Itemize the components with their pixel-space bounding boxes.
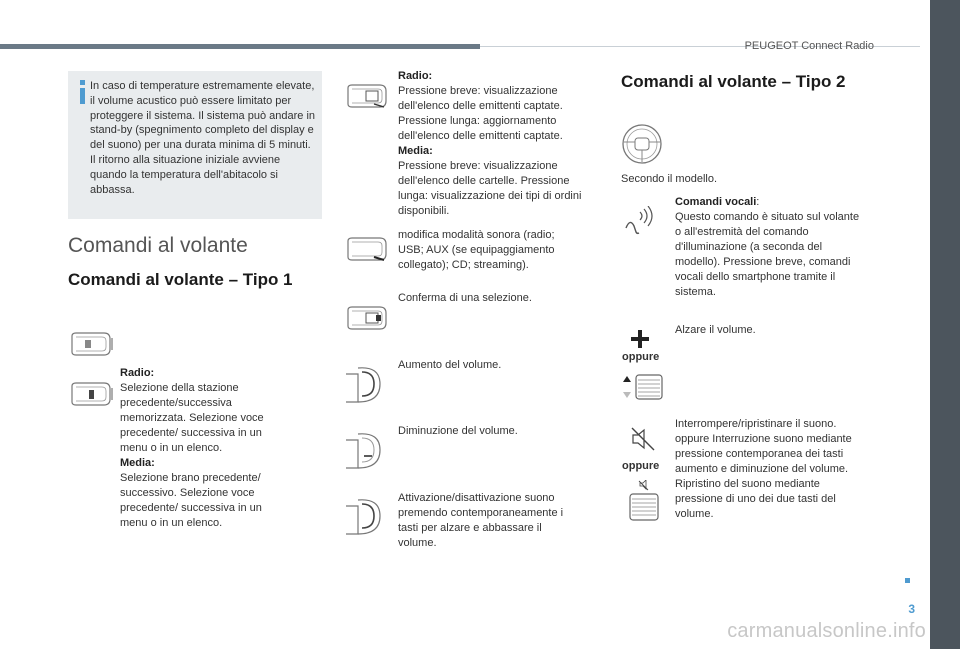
stalk-volume-up-icon — [344, 362, 384, 406]
mode-text: modifica modalità sonora (radio; USB; AUX (se equipaggiamento collegato); CD; streaming). — [398, 229, 555, 271]
volume-up-text-2: Alzare il volume. — [675, 324, 756, 336]
header-title: PEUGEOT Connect Radio — [744, 40, 874, 52]
volume-up-text: Aumento del volume. — [398, 359, 502, 371]
tipo2-title: Comandi al volante – Tipo 2 — [621, 72, 846, 91]
page-number: 3 — [908, 602, 915, 616]
volume-wheel-up-icon — [620, 374, 664, 400]
info-icon — [80, 80, 85, 104]
voice-command-icon — [622, 206, 656, 236]
media-text: Selezione brano precedente/ successivo. Selezione voce precedente/ successiva in un menu o in un elenco. — [120, 472, 262, 529]
confirm-text: Conferma di una selezione. — [398, 292, 532, 304]
page-edge-sidebar — [930, 0, 960, 649]
volume-down-text: Diminuzione del volume. — [398, 425, 518, 437]
stalk-mute-icon — [344, 494, 384, 538]
col2-radio-label: Radio: — [398, 70, 433, 82]
info-text: In caso di temperature estremamente elevate, il volume acustico può essere limitato per proteggere il sistema. Il sistema può andare in stand-by (spegnimento completo del display e del suono) per una durata minima di 5 minuti. Il ritorno alla situazione iniziale avviene quando la temperatura dell'abitacolo si abbassa. — [90, 80, 316, 196]
media-label: Media: — [120, 457, 155, 469]
tipo1-title: Comandi al volante – Tipo 1 — [68, 270, 293, 289]
tipo1-radio-block — [120, 366, 290, 531]
voice-text: Questo comando è situato sul volante o all'estremità del comando d'illuminazione (a seconda del modello). Pressione breve, comandi vocali dello smartphone tramite il sistema. — [675, 211, 860, 298]
stalk-thumbwheel-icon — [68, 380, 114, 408]
voice-label: Comandi vocali — [675, 196, 757, 208]
watermark: carmanualsonline.info — [727, 620, 926, 642]
col2-media-text: Pressione breve: visualizzazione dell'elenco delle cartelle. Pressione lunga: visualizzazione dei tipi di ordini disponibili. — [398, 160, 582, 217]
speaker-muted-icon — [630, 426, 656, 452]
col2-radio-text: Pressione breve: visualizzazione dell'elenco delle emittenti captate. Pressione lunga: aggiornamento dell'elenco delle emittenti captate. — [398, 85, 563, 142]
mute-text: Attivazione/disattivazione suono premendo contemporaneamente i tasti per alzare e abbassare il volume. — [398, 492, 564, 549]
oppure-label-2: oppure — [622, 460, 660, 472]
plus-icon — [631, 330, 649, 348]
info-box — [68, 71, 322, 219]
radio-label: Radio: — [120, 367, 155, 379]
steering-wheel-icon — [620, 122, 664, 166]
col2-media-label: Media: — [398, 145, 433, 157]
volume-wheel-mute-icon — [628, 480, 660, 522]
tipo1-col2-radio-block — [398, 69, 598, 219]
stalk-end-mode-icon — [344, 235, 390, 263]
stalk-end-confirm-icon — [344, 304, 390, 332]
header-rule — [0, 44, 480, 49]
stalk-end-button-icon — [344, 82, 390, 110]
mute-text-2: Interrompere/ripristinare il suono. oppure Interruzione suono mediante pressione contemporanea dei tasti aumento e diminuzione del volume. Ripristino del suono mediante pressione di uno dei due tasti del volume. — [675, 418, 852, 520]
steering-stalk-icon — [68, 330, 114, 358]
radio-text: Selezione della stazione precedente/successiva memorizzata. Selezione voce precedente/ successiva in un menu o in un elenco. — [120, 382, 264, 454]
model-text: Secondo il modello. — [621, 173, 718, 185]
stalk-volume-down-icon — [344, 428, 384, 472]
oppure-label-1: oppure — [622, 351, 660, 363]
section-title: Comandi al volante — [68, 234, 248, 257]
page-marker-icon — [905, 578, 910, 583]
voice-block: Comandi vocali: Questo comando è situato sul volante o all'estremità del comando d'illuminazione (a seconda del modello). Pressione breve, comandi vocali dello smartphone tramite il sistema. — [675, 196, 860, 298]
